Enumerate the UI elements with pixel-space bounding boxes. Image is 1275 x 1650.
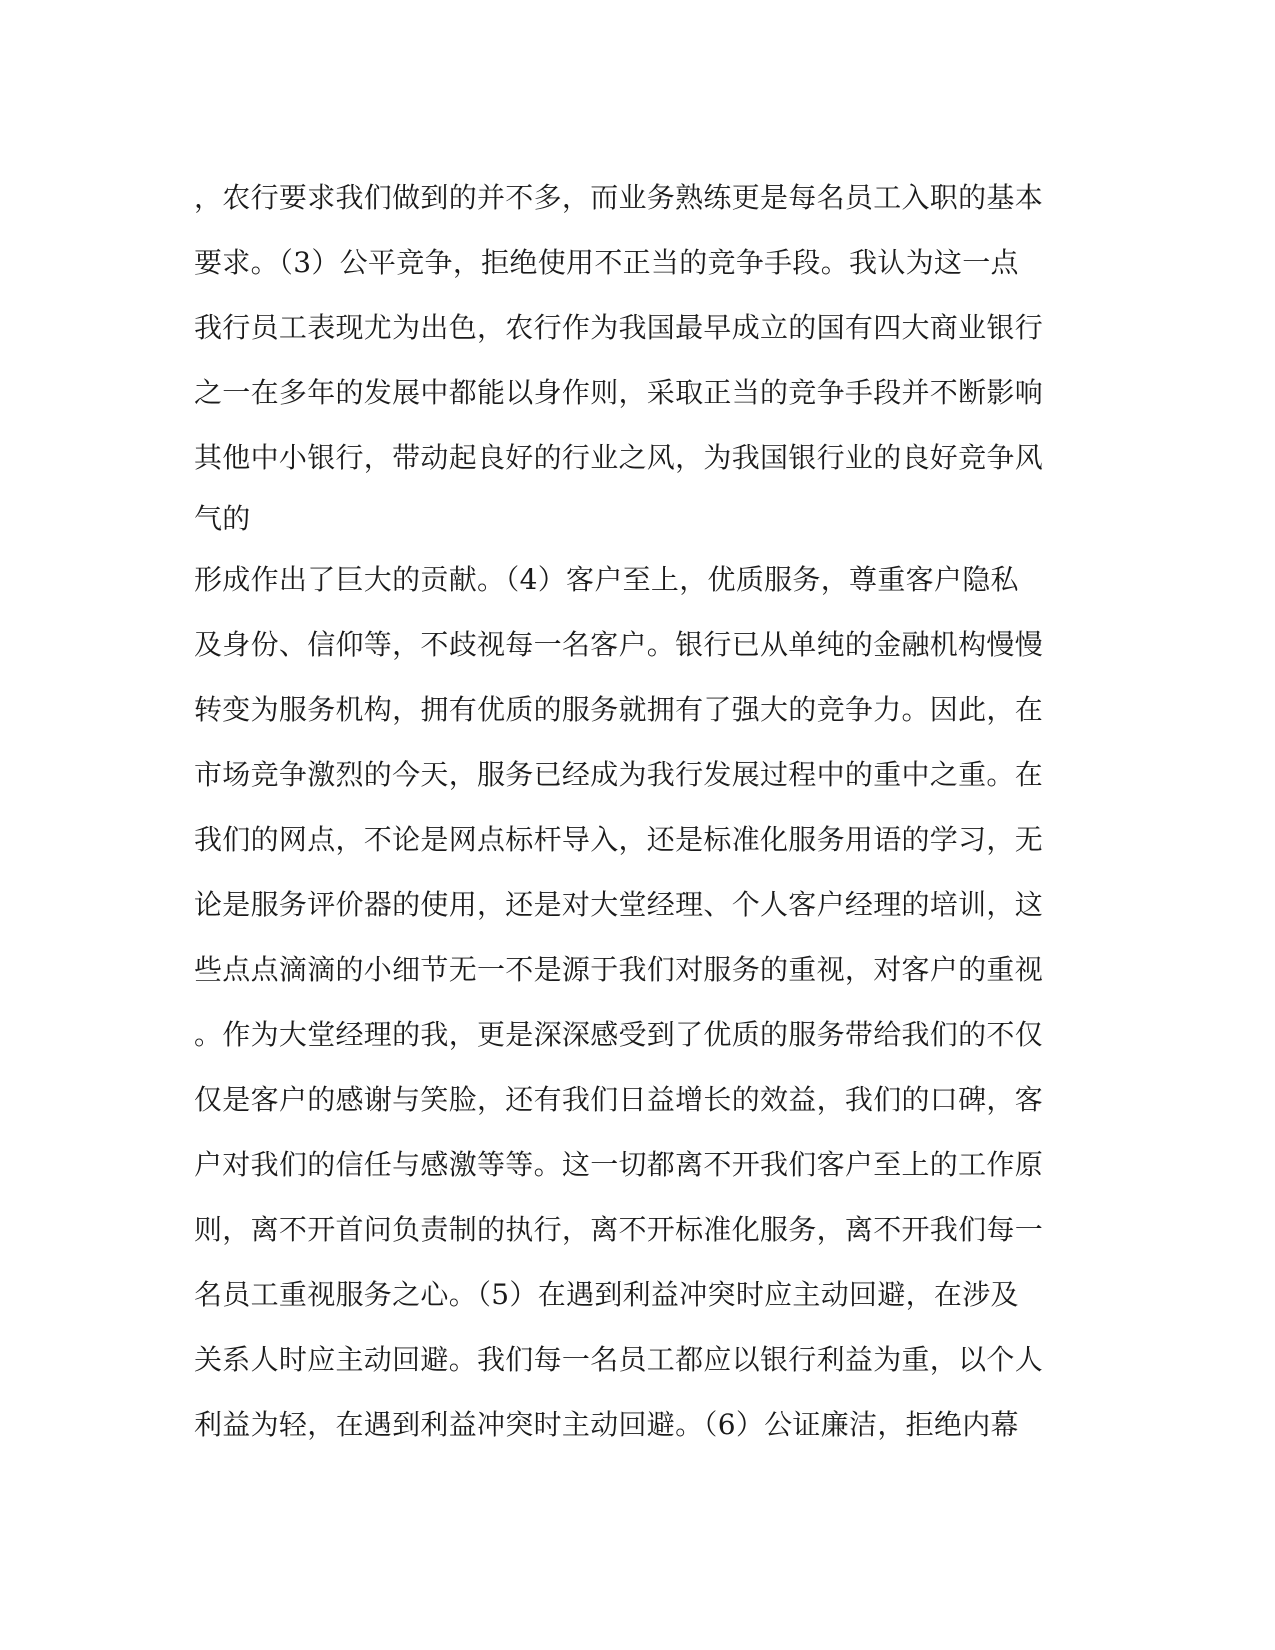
text-line: 则，离不开首问负责制的执行，离不开标准化服务，离不开我们每一 [194,1213,1044,1246]
text-line: 户对我们的信任与感激等等。这一切都离不开我们客户至上的工作原 [194,1148,1044,1181]
text-line: 我行员工表现尤为出色，农行作为我国最早成立的国有四大商业银行 [194,311,1044,344]
text-line: 些点点滴滴的小细节无一不是源于我们对服务的重视，对客户的重视 [194,953,1044,986]
text-line: 利益为轻，在遇到利益冲突时主动回避。（6）公证廉洁，拒绝内幕 [194,1408,1019,1441]
text-line: 关系人时应主动回避。我们每一名员工都应以银行利益为重，以个人 [194,1343,1044,1376]
body-text [194,165,1094,1457]
text-line: 。作为大堂经理的我，更是深深感受到了优质的服务带给我们的不仅 [194,1018,1044,1051]
text-line: 气的 [194,502,251,535]
text-line: 及身份、信仰等，不歧视每一名客户。银行已从单纯的金融机构慢慢 [194,628,1044,661]
text-line: 之一在多年的发展中都能以身作则，采取正当的竞争手段并不断影响 [194,376,1044,409]
text-line: 形成作出了巨大的贡献。（4）客户至上，优质服务，尊重客户隐私 [194,563,1019,596]
text-line: 仅是客户的感谢与笑脸，还有我们日益增长的效益，我们的口碑，客 [194,1083,1044,1116]
text-line: 我们的网点，不论是网点标杆导入，还是标准化服务用语的学习，无 [194,823,1044,856]
text-line: 转变为服务机构，拥有优质的服务就拥有了强大的竞争力。因此，在 [194,693,1044,726]
text-line: 名员工重视服务之心。（5）在遇到利益冲突时应主动回避，在涉及 [194,1278,1019,1311]
text-line: ，农行要求我们做到的并不多，而业务熟练更是每名员工入职的基本 [194,181,1044,214]
text-line: 要求。（3）公平竞争，拒绝使用不正当的竞争手段。我认为这一点 [194,246,1019,279]
text-line: 论是服务评价器的使用，还是对大堂经理、个人客户经理的培训，这 [194,888,1044,921]
text-line: 其他中小银行，带动起良好的行业之风，为我国银行业的良好竞争风 [194,441,1044,474]
text-line: 市场竞争激烈的今天，服务已经成为我行发展过程中的重中之重。在 [194,758,1044,791]
